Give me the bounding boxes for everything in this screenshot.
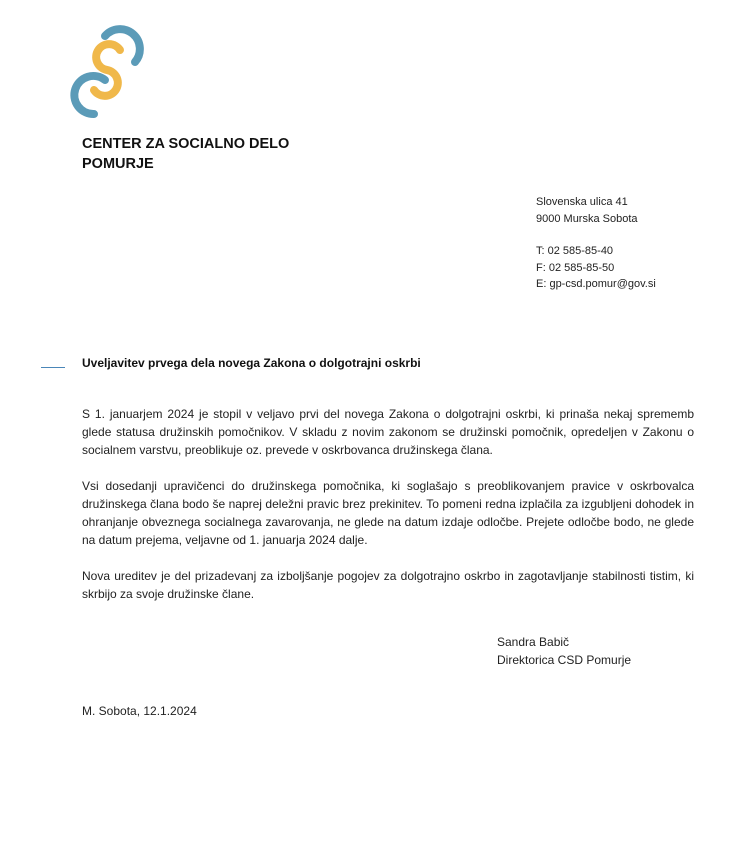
signature-name: Sandra Babič xyxy=(497,635,570,649)
signature-block xyxy=(497,633,631,669)
subject-divider xyxy=(41,367,65,368)
body-paragraph-2: Vsi dosedanji upravičenci do družinskega pomočnika, ki soglašajo s preoblikovanjem pravice v oskrbovalca družinskega člana bodo še naprej deležni pravic brez prekinitev. To pomeni redna izplačila za izgubljeni dohodek in ohranjanje obveznega socialnega zavarovanja, ne glede na datum izdaje odločbe. Prejete odločbe bodo, ne glede na datum prejema, veljavne od 1. januarja 2024 dalje. xyxy=(82,479,694,547)
org-name xyxy=(82,134,289,174)
address-phone: T: 02 585-85-40 xyxy=(536,245,614,257)
address-block xyxy=(536,194,656,293)
address-street: Slovenska ulica 41 xyxy=(536,196,628,208)
address-city: 9000 Murska Sobota xyxy=(536,212,638,225)
body-paragraph-3: Nova ureditev je del prizadevanj za izboljšanje pogojev za dolgotrajno oskrbo in zagotavljanje stabilnosti tistim, ki skrbijo za svoje družinske člane. xyxy=(82,569,694,601)
letter-date: M. Sobota, 12.1.2024 xyxy=(82,704,197,718)
subject-line: Uveljavitev prvega dela novega Zakona o dolgotrajni oskrbi xyxy=(82,356,421,370)
address-fax: F: 02 585-85-50 xyxy=(536,261,615,274)
signature-title: Direktorica CSD Pomurje xyxy=(497,653,632,667)
org-name-line2: POMURJE xyxy=(82,156,154,172)
address-email: E: gp-csd.pomur@gov.si xyxy=(536,278,656,290)
org-name-line1: CENTER ZA SOCIALNO DELO xyxy=(82,136,290,152)
csd-logo-icon xyxy=(60,14,155,122)
letter-body xyxy=(82,405,694,621)
body-paragraph-1: S 1. januarjem 2024 je stopil v veljavo prvi del novega Zakona o dolgotrajni oskrbi, ki prinaša nekaj sprememb glede statusa družinskih pomočnikov. V skladu z novim zakonom se družinski pomočnik, opredeljen v Zakonu o socialnem varstvu, preoblikuje oz. prevede v oskrbovanca družinskega člana. xyxy=(82,407,694,457)
